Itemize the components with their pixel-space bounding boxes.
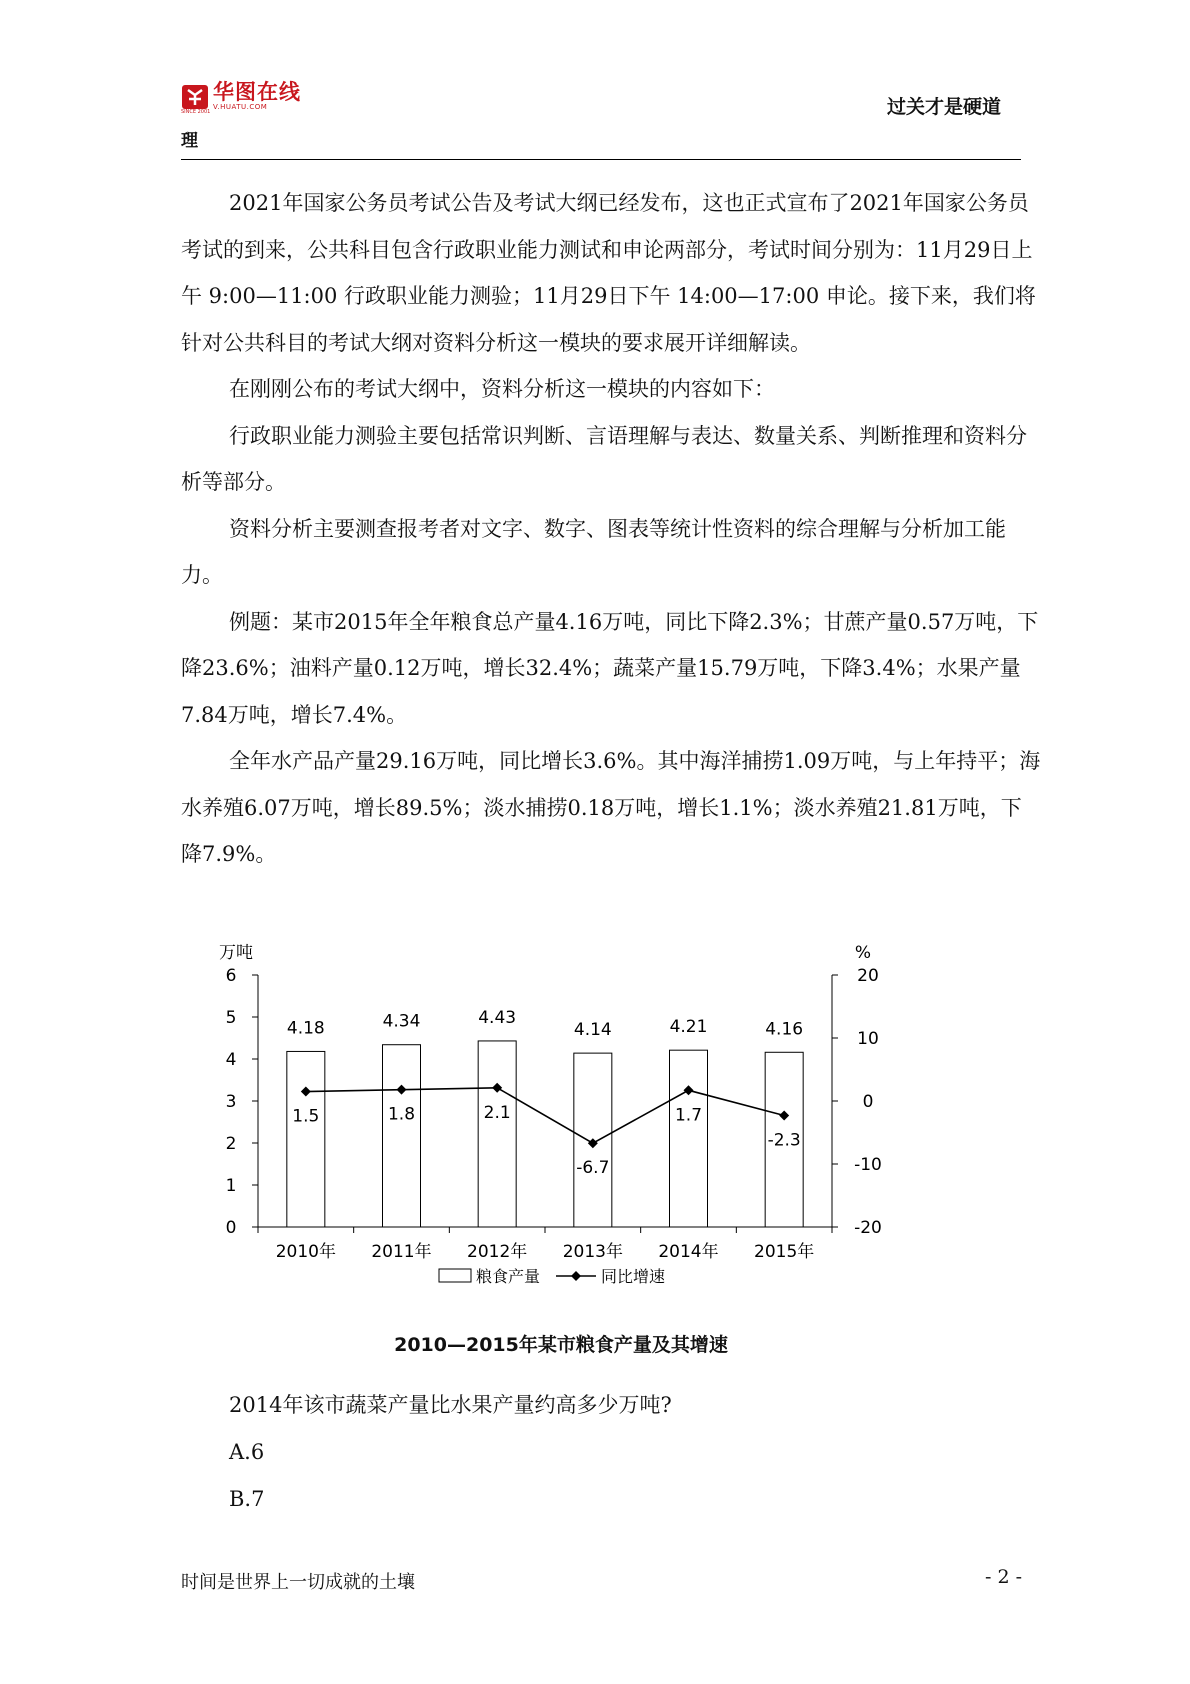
growth-rate-label: 2.1 [483, 1102, 511, 1123]
article-body [181, 180, 1041, 878]
logo-name: 华图在线 [213, 80, 301, 104]
bar-grain-production [670, 1050, 708, 1227]
paragraph-intro: 2021年国家公务员考试公告及考试大纲已经发布，这也正式宣布了2021年国家公务员考试的到来，公共科目包含行政职业能力测试和申论两部分，考试时间分别为：11月29日上午 9:00—11:00 行政职业能力测验；11月29日下午 14:00—17:00 申论。接下来，我们将针对公共科目的考试大纲对资料分析这一模块的要求展开详细解读。 [181, 191, 1036, 355]
x-category-label: 2010年 [275, 1242, 336, 1262]
bar-value-label: 4.18 [286, 1018, 325, 1039]
page-header [181, 78, 1021, 160]
bar-value-label: 4.21 [669, 1017, 708, 1038]
option-b: B.7 [229, 1487, 265, 1511]
paragraph-example: 例题：某市2015年全年粮食总产量4.16万吨，同比下降2.3%；甘蔗产量0.57万吨，下降23.6%；油料产量0.12万吨，增长32.4%；蔬菜产量15.79万吨，下降3.4%；水果产量7.84万吨，增长7.4%。 [181, 609, 1039, 727]
logo-mark-icon [181, 84, 209, 110]
x-category-label: 2013年 [562, 1242, 623, 1262]
y-right-tick-label: 20 [857, 966, 879, 986]
legend-bar-label: 粮食产量 [476, 1267, 541, 1286]
growth-rate-label: 1.5 [292, 1106, 320, 1127]
option-a: A.6 [229, 1440, 265, 1464]
x-category-label: 2014年 [658, 1242, 719, 1262]
page-number: - 2 - [984, 1566, 1022, 1588]
header-divider [181, 159, 1021, 160]
y-right-tick-label: 10 [857, 1029, 879, 1049]
paragraph-aquatic: 全年水产品产量29.16万吨，同比增长3.6%。其中海洋捕捞1.09万吨，与上年持平；海水养殖6.07万吨，增长89.5%；淡水捕捞0.18万吨，增长1.1%；淡水养殖21.81万吨，下降7.9%。 [181, 749, 1041, 866]
chart-title: 2010—2015年某市粮食产量及其增速 [394, 1334, 728, 1356]
paragraph-outline: 在刚刚公布的考试大纲中，资料分析这一模块的内容如下： [229, 377, 775, 401]
paragraph-ability: 资料分析主要测查报考者对文字、数字、图表等统计性资料的综合理解与分析加工能力。 [181, 516, 1006, 587]
y-right-tick-label: -20 [854, 1218, 882, 1238]
logo-url: V.HUATU.COM [213, 103, 268, 111]
y-left-tick-label: 5 [225, 1008, 237, 1028]
y-left-tick-label: 4 [225, 1050, 237, 1070]
bar-value-label: 4.43 [478, 1007, 517, 1028]
legend-bar-swatch [439, 1269, 471, 1282]
y-left-tick-label: 1 [225, 1176, 237, 1196]
logo-since: SINCE 2001 [181, 109, 211, 115]
y-right-tick-label: -10 [854, 1155, 882, 1175]
y-left-tick-label: 3 [225, 1092, 237, 1112]
growth-rate-label: 1.8 [387, 1104, 416, 1125]
y-left-tick-label: 2 [225, 1134, 237, 1154]
y-right-tick-label: 0 [862, 1092, 874, 1112]
x-category-label: 2011年 [371, 1242, 432, 1262]
bar-grain-production [478, 1041, 516, 1227]
header-motto-continuation: 理 [181, 131, 198, 151]
y-left-tick-label: 0 [225, 1218, 237, 1238]
x-category-label: 2012年 [467, 1242, 528, 1262]
growth-rate-line [306, 1088, 784, 1143]
chart-canvas [181, 930, 1041, 1330]
legend-line-label: 同比增速 [601, 1267, 666, 1286]
legend-line-marker [571, 1271, 581, 1281]
huatu-logo [181, 80, 301, 115]
y-left-tick-label: 6 [225, 966, 237, 986]
x-category-label: 2015年 [754, 1242, 815, 1262]
bar-value-label: 4.34 [382, 1011, 421, 1032]
y-left-unit: 万吨 [219, 943, 253, 963]
growth-rate-label: -6.7 [576, 1158, 610, 1179]
growth-rate-label: -2.3 [767, 1130, 801, 1151]
grain-production-chart [181, 930, 1041, 1360]
paragraph-components: 行政职业能力测验主要包括常识判断、言语理解与表达、数量关系、判断推理和资料分析等部分。 [181, 423, 1027, 494]
bar-grain-production [287, 1051, 325, 1227]
question-text: 2014年该市蔬菜产量比水果产量约高多少万吨? [229, 1393, 672, 1417]
bar-grain-production [383, 1045, 421, 1227]
y-right-unit: % [854, 943, 872, 963]
growth-rate-label: 1.7 [674, 1105, 703, 1126]
bar-value-label: 4.14 [573, 1020, 612, 1041]
header-motto: 过关才是硬道 [886, 96, 1001, 118]
bar-value-label: 4.16 [765, 1019, 804, 1040]
footer-slogan: 时间是世界上一切成就的土壤 [181, 1572, 415, 1593]
question-block [181, 1382, 1041, 1523]
